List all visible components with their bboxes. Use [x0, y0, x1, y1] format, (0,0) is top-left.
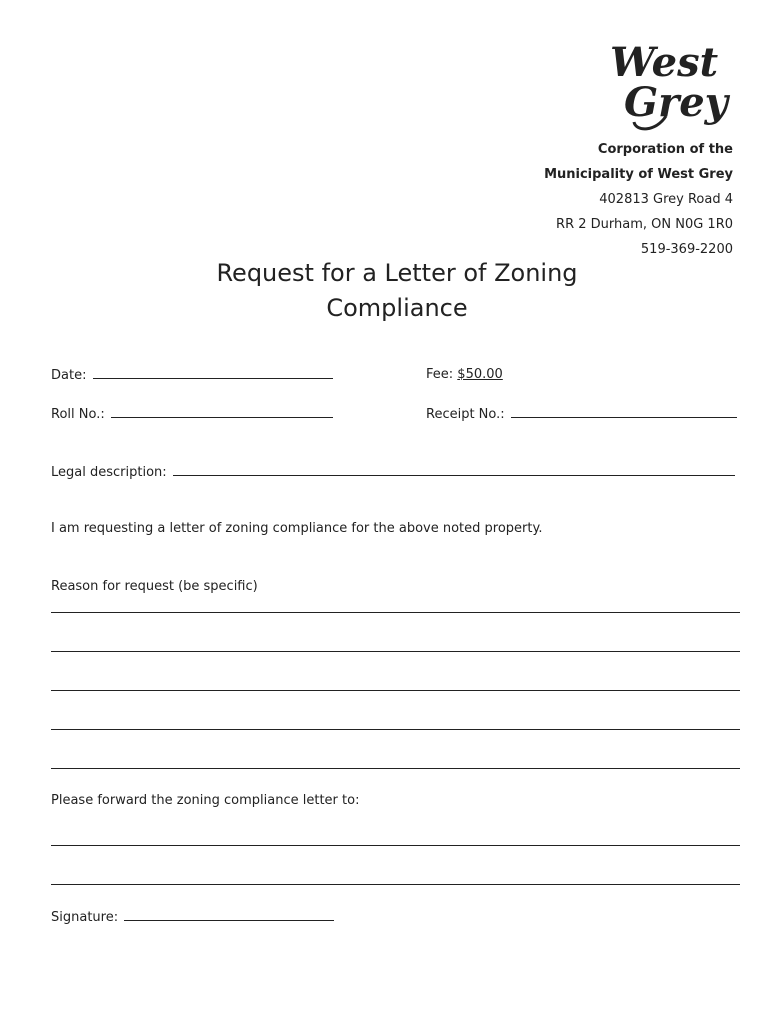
address-line2: RR 2 Durham, ON N0G 1R0 — [556, 217, 733, 232]
document-title: Request for a Letter of Zoning Compliance — [216, 259, 578, 322]
forward-label: Please forward the zoning compliance letter to: — [51, 793, 360, 808]
receipt-input-line[interactable] — [511, 405, 737, 418]
forward-line-1[interactable] — [51, 845, 740, 846]
org-name-line1: Corporation of the — [597, 142, 733, 157]
fee-value: $50.00 — [457, 367, 503, 382]
receipt-number-field[interactable] — [426, 405, 737, 424]
date-label: Date: — [51, 368, 87, 383]
roll-input-line[interactable] — [111, 405, 333, 418]
forward-line-2[interactable] — [51, 884, 740, 885]
org-name-line2: Municipality of West Grey — [544, 167, 733, 182]
date-field[interactable] — [51, 366, 333, 385]
municipality-header — [544, 137, 733, 262]
legal-input-line[interactable] — [173, 463, 735, 476]
phone-number: 519-369-2200 — [640, 242, 733, 257]
fee-label: Fee: — [426, 367, 454, 382]
receipt-label: Receipt No.: — [426, 407, 505, 422]
reason-line-2[interactable] — [51, 651, 740, 652]
fee-field — [426, 366, 503, 384]
date-input-line[interactable] — [93, 366, 333, 379]
signature-input-line[interactable] — [124, 908, 334, 921]
reason-line-3[interactable] — [51, 690, 740, 691]
legal-description-field[interactable] — [51, 463, 735, 482]
reason-line-4[interactable] — [51, 729, 740, 730]
request-statement: I am requesting a letter of zoning compliance for the above noted property. — [51, 521, 543, 536]
address-line1: 402813 Grey Road 4 — [599, 192, 733, 207]
legal-label: Legal description: — [51, 465, 167, 480]
reason-line-5[interactable] — [51, 768, 740, 769]
roll-number-field[interactable] — [51, 405, 333, 424]
svg-text:Grey: Grey — [624, 79, 728, 126]
signature-label: Signature: — [51, 910, 119, 925]
svg-text:West: West — [610, 39, 719, 86]
signature-field[interactable] — [51, 908, 334, 927]
roll-label: Roll No.: — [51, 407, 105, 422]
west-grey-logo — [606, 34, 738, 134]
reason-label: Reason for request (be specific) — [51, 579, 258, 594]
reason-line-1[interactable] — [51, 612, 740, 613]
